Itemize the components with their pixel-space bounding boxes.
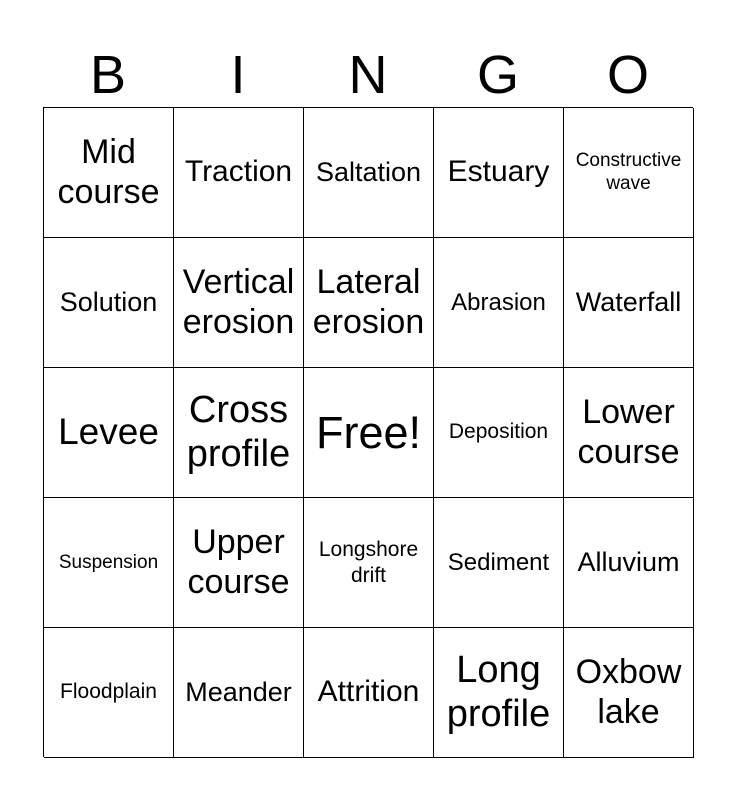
bingo-cell[interactable] [304, 238, 434, 368]
cell-label: Long profile [446, 648, 551, 735]
cell-label: Solution [59, 286, 158, 317]
bingo-cell[interactable] [434, 498, 564, 628]
cell-label: Attrition [317, 675, 420, 709]
cell-label: Mid course [57, 133, 160, 211]
cell-label: Abrasion [451, 288, 546, 316]
cell-label: Floodplain [60, 680, 157, 704]
cell-label: Lower course [577, 393, 680, 471]
bingo-cell[interactable] [44, 628, 174, 758]
bingo-cell[interactable] [304, 498, 434, 628]
cell-label: Lateral erosion [312, 263, 425, 341]
bingo-header [43, 44, 693, 106]
bingo-cell[interactable] [564, 108, 694, 238]
bingo-cell[interactable] [434, 238, 564, 368]
header-letter-g: G [476, 45, 519, 105]
free-space-cell[interactable] [304, 368, 434, 498]
bingo-cell[interactable] [564, 498, 694, 628]
cell-label: Alluvium [577, 546, 680, 577]
bingo-cell[interactable] [44, 368, 174, 498]
bingo-cell[interactable] [434, 108, 564, 238]
bingo-cell[interactable] [304, 108, 434, 238]
free-space-label: Free! [315, 406, 422, 458]
cell-label: Deposition [448, 420, 549, 444]
cell-label: Longshore drift [318, 538, 419, 587]
cell-label: Vertical erosion [182, 263, 295, 341]
bingo-cell[interactable] [174, 108, 304, 238]
bingo-cell[interactable] [174, 628, 304, 758]
header-letter-b: B [89, 45, 127, 105]
bingo-cell[interactable] [44, 238, 174, 368]
bingo-cell[interactable] [304, 628, 434, 758]
cell-label: Upper course [187, 523, 290, 601]
cell-label: Constructive wave [575, 149, 682, 194]
header-letter-o: O [606, 45, 649, 105]
header-letter-n: N [348, 45, 388, 105]
cell-label: Meander [185, 676, 292, 707]
cell-label: Oxbow lake [575, 653, 682, 731]
bingo-cell[interactable] [564, 238, 694, 368]
cell-label: Cross profile [186, 388, 291, 475]
bingo-cell[interactable] [44, 498, 174, 628]
cell-label: Saltation [315, 156, 422, 187]
bingo-cell[interactable] [44, 108, 174, 238]
header-letter-i: I [230, 45, 246, 105]
cell-label: Suspension [58, 551, 159, 573]
cell-label: Sediment [447, 548, 550, 576]
bingo-cell[interactable] [434, 368, 564, 498]
cell-label: Estuary [447, 155, 550, 189]
bingo-cell[interactable] [564, 628, 694, 758]
cell-label: Waterfall [575, 286, 682, 317]
bingo-cell[interactable] [174, 498, 304, 628]
bingo-board [43, 107, 693, 757]
bingo-cell[interactable] [564, 368, 694, 498]
cell-label: Levee [58, 411, 159, 453]
bingo-cell[interactable] [434, 628, 564, 758]
bingo-cell[interactable] [174, 238, 304, 368]
cell-label: Traction [184, 155, 293, 189]
bingo-cell[interactable] [174, 368, 304, 498]
